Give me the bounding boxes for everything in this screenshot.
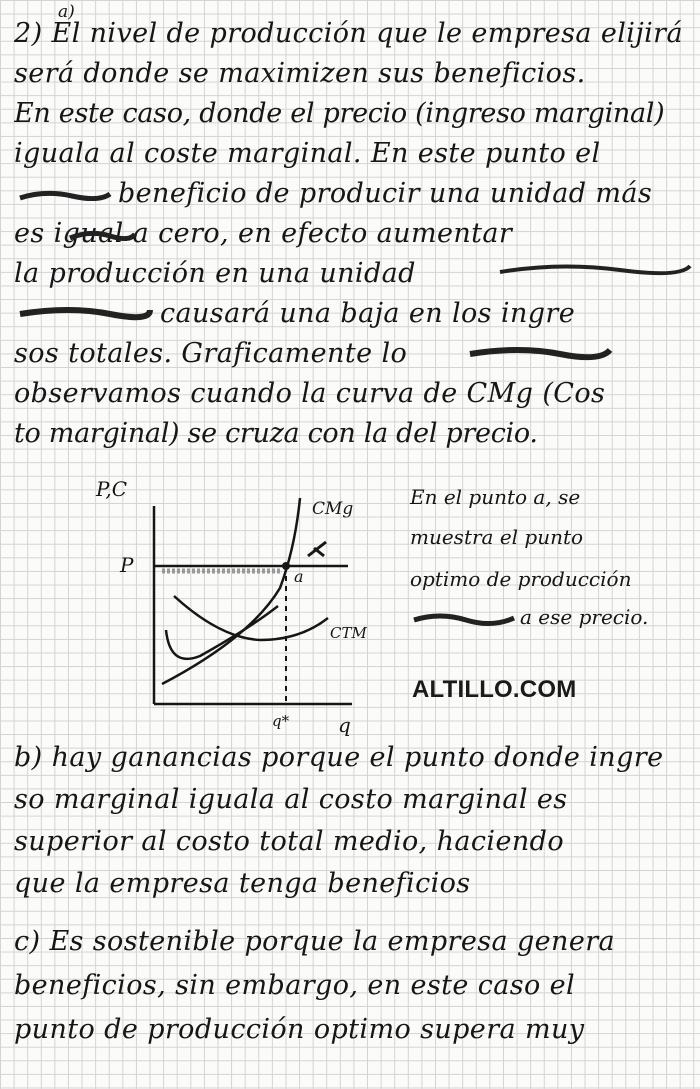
q-star-label: q*: [272, 712, 290, 730]
note-line-2: muestra el punto: [410, 525, 584, 549]
part-b-line-2: so marginal iguala al costo marginal es: [14, 784, 568, 815]
scribble-1: [20, 193, 110, 198]
part-c-line-3: punto de producción optimo supera muy: [14, 1014, 585, 1045]
part-a-line-4: iguala al coste marginal. En este punto el: [14, 138, 601, 169]
part-a-line-3: En este caso, donde el precio (ingreso marginal): [14, 98, 665, 129]
part-a-line-9: sos totales. Graficamente lo: [14, 338, 408, 369]
scribble-2: [70, 233, 135, 238]
arrow-mark: [308, 542, 326, 556]
part-a-line-11: to marginal) se cruza con la del precio.: [14, 418, 538, 449]
part-b-line-4: que la empresa tenga beneficios: [14, 868, 471, 899]
note-scribble: [410, 606, 520, 632]
cmg-curve: [162, 498, 300, 684]
point-a-dot: [282, 562, 290, 570]
ctm-label: CTM: [330, 624, 367, 642]
part-a-marker: a): [58, 2, 75, 22]
x-axis-label: q: [338, 713, 351, 737]
part-a-line-7: la producción en una unidad: [14, 258, 416, 289]
part-c-line-2: beneficios, sin embargo, en este caso el: [14, 970, 576, 1001]
part-b-line-1: b) hay ganancias porque el punto donde ingre: [14, 742, 664, 773]
part-a-line-1: 2) El nivel de producción que le empresa elijirá: [14, 18, 683, 49]
part-b-line-3: superior al costo total medio, haciendo: [14, 826, 564, 857]
note-line-3: optimo de producción: [410, 567, 632, 591]
part-c-line-1: c) Es sostenible porque la empresa genera: [14, 926, 615, 957]
part-a-line-6: es igual a cero, en efecto aumentar: [14, 218, 513, 249]
scribble-5: [470, 350, 610, 357]
part-a-line-5: beneficio de producir una unidad más: [118, 178, 653, 209]
scribbles: [0, 0, 700, 470]
cmg-label: CMg: [312, 499, 354, 519]
y-axis-label: P,C: [96, 477, 128, 501]
ctm-curve: [174, 596, 328, 640]
scribble-4: [20, 310, 150, 317]
point-a-label: a: [294, 567, 304, 586]
part-a-line-8: causará una baja en los ingre: [160, 298, 576, 329]
price-label: P: [120, 553, 134, 577]
cost-curve-graph: [90, 468, 390, 738]
note-line-1: En el punto a, se: [410, 485, 581, 509]
scribble-3: [500, 266, 690, 273]
part-a-line-10: observamos cuando la curva de CMg (Cos: [14, 378, 606, 409]
part-a-line-2: será donde se maximizen sus beneficios.: [14, 58, 586, 89]
watermark: ALTILLO.COM: [412, 676, 577, 703]
note-line-4: a ese precio.: [520, 605, 649, 629]
